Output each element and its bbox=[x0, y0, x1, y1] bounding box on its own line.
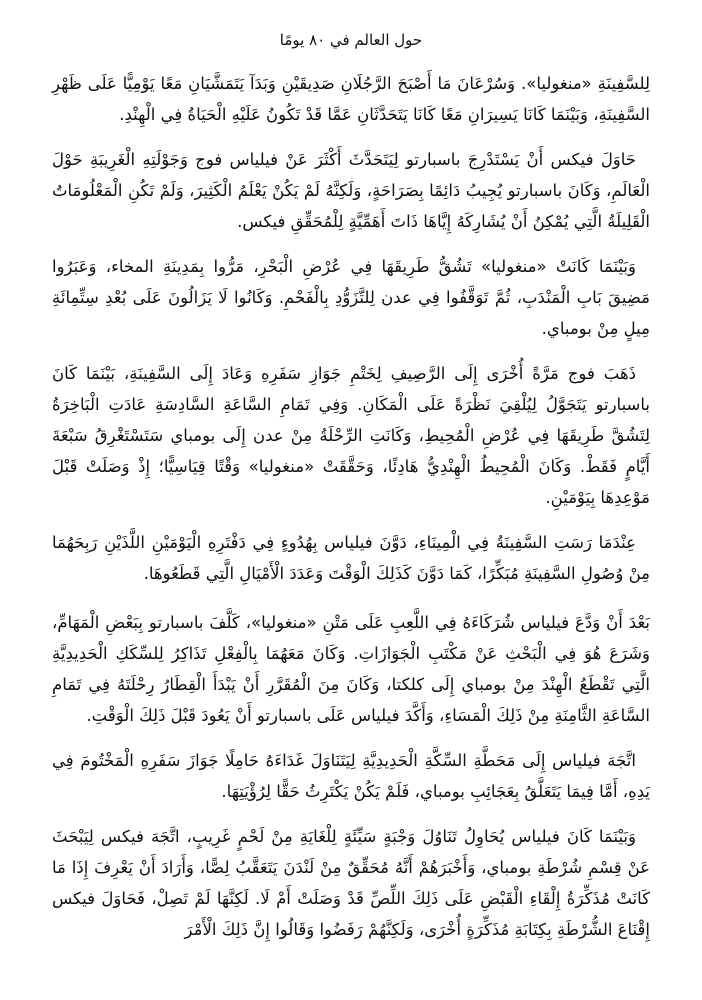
paragraph: حَاوَلَ فيكس أَنْ يَسْتَدْرِجَ باسبارتو لِيَتَحَدَّثَ أَكْثَرَ عَنْ فيلياس فوج وَجَوْلَتِهِ الْغَرِيبَةِ حَوْلَ الْعَالَمِ، وَكَانَ باسبارتو يُجِيبُ دَائِمًا بِصَرَاحَةٍ، وَلَكِنَّهُ لَمْ يَكُنْ يَعْلَمُ الْكَثِيرَ، وَلَمْ تَكُنِ الْمَعْلُومَاتُ الْقَلِيلَةُ الَّتِي يُمْكِنُ أَنْ يُشَارِكَهُ إِيَّاهَا ذَاتَ أَهَمِّيَّةٍ لِلْمُحَقِّقِ فيكس. bbox=[52, 150, 650, 231]
running-head-title: حول العالم في ٨٠ يومًا bbox=[279, 31, 423, 49]
paragraph: اتَّجَهَ فيلياس إِلَى مَحَطَّةِ السِّكَّةِ الْحَدِيدِيَّةِ لِيَتَنَاوَلَ غَدَاءَهُ حَامِلًا جَوَازَ سَفَرِهِ الْمَخْتُومَ فِي يَدِهِ، أَمَّا فِيمَا يَتَعَلَّقُ بِعَجَائِبِ بومباي، فَلَمْ يَكُنْ يَكْتَرِثُ حَقًّا لِرُؤْيَتِهَا. bbox=[52, 751, 650, 801]
paragraph: وَبَيْنَمَا كَانَتْ «منغوليا» تَشُقُّ طَرِيقَهَا فِي عُرْضِ الْبَحْرِ، مَرُّوا بِمَدِينَةِ المخاء، وَعَبَرُوا مَضِيقَ بَابِ الْمَنْدَبِ، ثُمَّ تَوَقَّفُوا فِي عدن لِلتَّزَوُّدِ بِالْفَحْمِ. وَكَانُوا لَا يَزَالُونَ عَلَى بُعْدِ سِتِّمِائَةِ مِيلٍ مِنْ بومباي. bbox=[52, 257, 650, 338]
paragraph: لِلسَّفِينَةِ «منغوليا». وَسُرْعَانَ مَا أَصْبَحَ الرَّجُلَانِ صَدِيقَيْنِ وَبَدَآ يَتَمَشَّيَانِ مَعًا يَوْمِيًّا عَلَى ظَهْرِ السَّفِينَةِ، وَبَيْنَمَا كَانَا يَسِيرَانِ مَعًا كَانَا يَتَحَدَّثَانِ عَمَّا قَدْ تَكُونُ عَلَيْهِ الْحَيَاةُ فِي الْهِنْدِ. bbox=[52, 74, 650, 124]
paragraph: بَعْدَ أَنْ وَدَّعَ فيلياس شُرَكَاءَهُ فِي اللَّعِبِ عَلَى مَتْنِ «منغوليا»، كَلَّفَ باسبارتو بِبَعْضِ الْمَهَامِّ، وَشَرَعَ هُوَ فِي الْبَحْثِ عَنْ مَكْتَبِ الْجَوَازَاتِ. وَكَانَ مَعَهُمَا بِالْفِعْلِ تَذَاكِرُ لِلسِّكَكِ الْحَدِيدِيَّةِ الَّتِي تَقْطَعُ الْهِنْدَ مِنْ بومباي إِلَى كلكتا، وَكَانَ مِنَ الْمُقَرَّرِ أَنْ يَبْدَأَ الْقِطَارُ رِحْلَتَهُ فِي تَمَامِ السَّاعَةِ الثَّامِنَةِ مِنْ ذَلِكَ الْمَسَاءِ، وَأَكَّدَ فيلياس عَلَى باسبارتو أَنْ يَعُودَ قَبْلَ ذَلِكَ الْوَقْتِ. bbox=[52, 613, 650, 725]
paragraph: وَبَيْنَمَا كَانَ فيلياس يُحَاوِلُ تَنَاوُلَ وَجْبَةٍ سَيِّئَةٍ لِلْغَايَةِ مِنْ لَحْمٍ غَرِيبٍ، اتَّجَهَ فيكس لِيَبْحَثَ عَنْ قِسْمِ شُرْطَةِ بومباي، وَأَخْبَرَهُمْ أَنَّهُ مُحَقِّقٌ مِنْ لَنْدَنَ يَتَعَقَّبُ لِصًّا، وَأَرَادَ أَنْ يَعْرِفَ إِذَا مَا كَانَتْ مُذَكِّرَةُ إِلْقَاءِ الْقَبْضِ عَلَى ذَلِكَ اللِّصِّ قَدْ وَصَلَتْ أَمْ لَا. لَكِنَّهَا لَمْ تَصِلْ، فَحَاوَلَ فيكس إِقْنَاعَ الشُّرْطَةِ بِكِتَابَةِ مُذَكِّرَةٍ أُخْرَى، وَلَكِنَّهُمْ رَفَضُوا وَقَالُوا إِنَّ ذَلِكَ الْأَمْرَ bbox=[52, 827, 650, 939]
page-body bbox=[52, 68, 650, 959]
paragraph: عِنْدَمَا رَسَتِ السَّفِينَةُ فِي الْمِينَاءِ، دَوَّنَ فيلياس بِهُدُوءٍ فِي دَفْتَرِهِ الْيَوْمَيْنِ اللَّذَيْنِ رَبِحَهُمَا مِنْ وُصُولِ السَّفِينَةِ مُبَكِّرًا، كَمَا دَوَّنَ كَذَلِكَ الْوَقْتَ وَعَدَدَ الْأَمْيَالِ الَّتِي قَطَعُوهَا. bbox=[52, 533, 650, 583]
paragraph: ذَهَبَ فوج مَرَّةً أُخْرَى إِلَى الرَّصِيفِ لِخَتْمِ جَوَازِ سَفَرِهِ وَعَادَ إِلَى السَّفِينَةِ، بَيْنَمَا كَانَ باسبارتو يَتَجَوَّلُ لِيُلْقِيَ نَظْرَةً عَلَى الْمَكَانِ. وَفِي تَمَامِ السَّاعَةِ السَّادِسَةِ عَادَتِ الْبَاخِرَةُ لِتَشُقَّ طَرِيقَهَا فِي عُرْضِ الْمُحِيطِ، وَكَانَتِ الرِّحْلَةُ مِنْ عدن إِلَى بومباي سَتَسْتَغْرِقُ سَبْعَةَ أَيَّامٍ فَقَطْ. وَكَانَ الْمُحِيطُ الْهِنْدِيُّ هَادِئًا، وَحَقَّقَتْ «منغوليا» وَقْتًا قِيَاسِيًّا؛ إِذْ وَصَلَتْ قَبْلَ مَوْعِدِهَا بِيَوْمَيْنِ. bbox=[52, 364, 650, 507]
